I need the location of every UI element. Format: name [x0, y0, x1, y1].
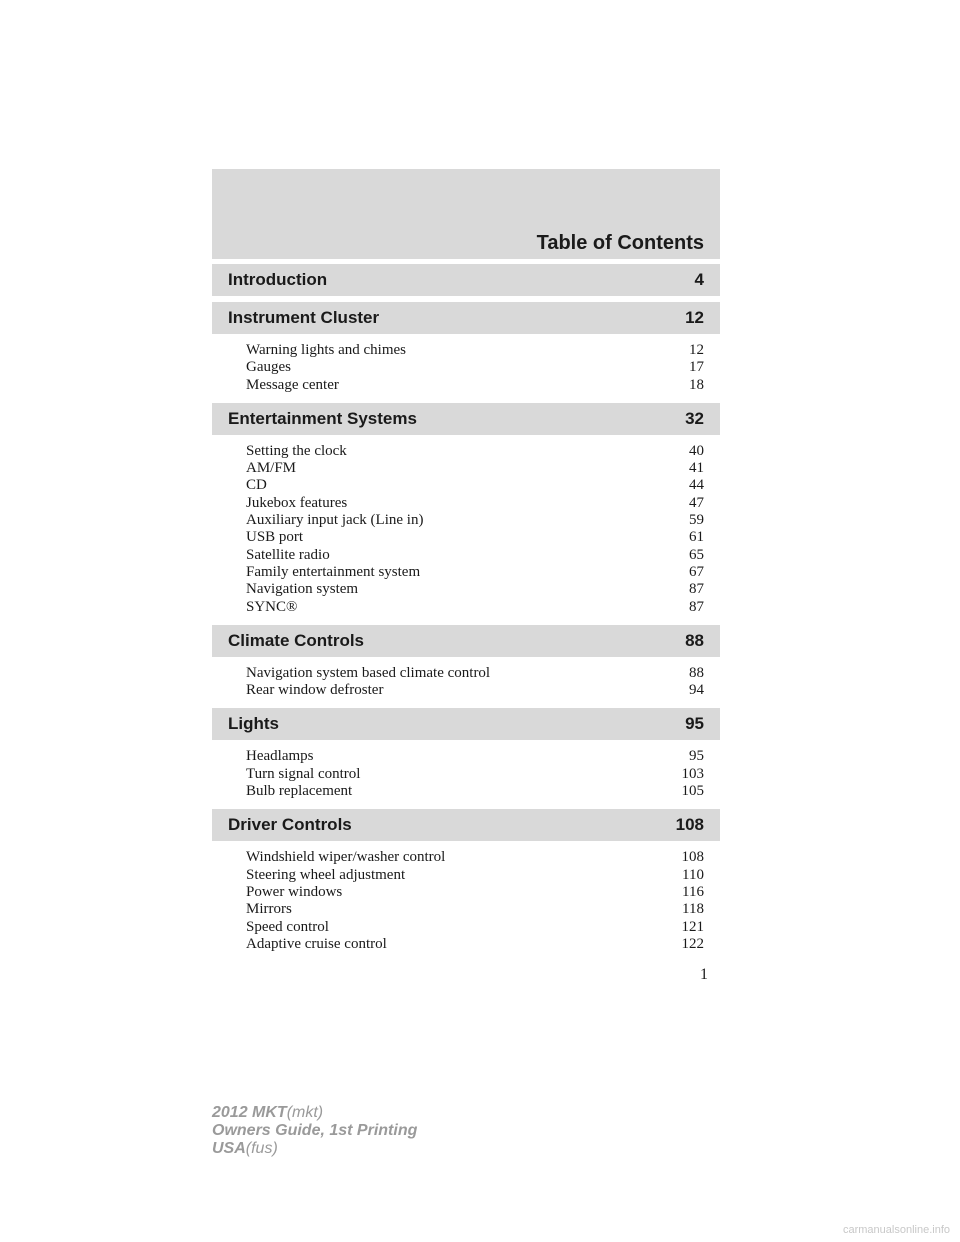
- toc-entry[interactable]: [246, 529, 704, 546]
- entry-label: Auxiliary input jack (Line in): [246, 512, 424, 529]
- toc-entry[interactable]: [246, 783, 704, 800]
- entry-label: Bulb replacement: [246, 783, 353, 800]
- entry-page: 65: [689, 546, 704, 563]
- footer-printing: Owners Guide, 1st Printing: [212, 1122, 418, 1139]
- toc-entry[interactable]: [246, 599, 704, 616]
- entry-page: 116: [682, 883, 704, 900]
- entry-label: Gauges: [246, 359, 291, 376]
- entry-page: 44: [689, 477, 704, 494]
- toc-entry[interactable]: [246, 884, 704, 901]
- entry-page: 94: [689, 682, 704, 699]
- toc-entry[interactable]: [246, 867, 704, 884]
- toc-entry[interactable]: [246, 748, 704, 765]
- entry-page: 118: [682, 901, 704, 918]
- toc-section: [212, 264, 720, 302]
- entry-page: 121: [681, 918, 704, 935]
- section-page: 4: [694, 270, 704, 289]
- footer-model-code: (mkt): [286, 1104, 324, 1121]
- footer-market: USA: [212, 1140, 246, 1157]
- toc-header: [212, 169, 720, 259]
- entry-label: Rear window defroster: [246, 682, 384, 699]
- section-page: 108: [675, 815, 704, 835]
- entry-page: 41: [689, 460, 704, 477]
- toc-section: [212, 625, 720, 709]
- entry-label: Satellite radio: [246, 546, 330, 563]
- toc-entry[interactable]: [246, 682, 704, 699]
- entry-label: Speed control: [246, 918, 329, 935]
- entry-label: CD: [246, 477, 267, 494]
- entry-page: 17: [689, 359, 704, 376]
- entry-page: 87: [689, 581, 704, 598]
- section-items: [212, 740, 720, 809]
- toc-entry[interactable]: [246, 377, 704, 394]
- section-heading[interactable]: [212, 809, 720, 841]
- toc-entry[interactable]: [246, 359, 704, 376]
- entry-label: Headlamps: [246, 748, 314, 765]
- toc-entry[interactable]: [246, 512, 704, 529]
- toc-entry[interactable]: [246, 919, 704, 936]
- entry-page: 40: [689, 442, 704, 459]
- entry-page: 108: [681, 849, 704, 866]
- section-items: [212, 841, 720, 962]
- entry-label: Mirrors: [246, 901, 292, 918]
- entry-page: 87: [689, 598, 704, 615]
- watermark: carmanualsonline.info: [842, 1224, 950, 1236]
- entry-label: Warning lights and chimes: [246, 342, 407, 358]
- entry-page: 88: [689, 664, 704, 681]
- entry-page: 47: [689, 494, 704, 511]
- toc-entry[interactable]: [246, 564, 704, 581]
- section-heading[interactable]: [212, 264, 720, 296]
- entry-page: 122: [681, 935, 704, 952]
- entry-page: 61: [689, 529, 704, 546]
- toc-entry[interactable]: [246, 849, 704, 866]
- entry-page: 105: [681, 783, 704, 800]
- entry-label: Family entertainment system: [246, 563, 421, 580]
- entry-page: 103: [681, 765, 704, 782]
- toc-title: Table of Contents: [536, 232, 704, 254]
- section-heading[interactable]: [212, 403, 720, 435]
- toc-entry[interactable]: [246, 936, 704, 953]
- section-title: Entertainment Systems: [228, 408, 417, 428]
- entry-label: Setting the clock: [246, 442, 347, 459]
- entry-page: 67: [689, 563, 704, 580]
- table-of-contents: [212, 264, 720, 962]
- section-title: Instrument Cluster: [228, 308, 380, 327]
- section-page: 32: [685, 408, 704, 428]
- footer-model: 2012 MKT: [212, 1104, 287, 1121]
- entry-label: AM/FM: [246, 460, 297, 477]
- toc-entry[interactable]: [246, 901, 704, 918]
- entry-page: 110: [682, 866, 704, 883]
- toc-section: [212, 809, 720, 962]
- entry-label: Navigation system: [246, 581, 359, 598]
- entry-page: 95: [689, 748, 704, 765]
- toc-entry[interactable]: [246, 460, 704, 477]
- toc-entry[interactable]: [246, 547, 704, 564]
- section-items: [212, 435, 720, 625]
- toc-entry[interactable]: [246, 495, 704, 512]
- toc-entry[interactable]: [246, 477, 704, 494]
- entry-label: Turn signal control: [246, 765, 361, 782]
- entry-label: Steering wheel adjustment: [246, 866, 406, 883]
- toc-entry[interactable]: [246, 342, 704, 359]
- toc-section: [212, 708, 720, 809]
- toc-entry[interactable]: [246, 766, 704, 783]
- entry-label: Jukebox features: [246, 494, 348, 511]
- section-title: Driver Controls: [228, 815, 352, 835]
- page-number: 1: [700, 966, 708, 983]
- entry-page: 18: [689, 376, 704, 393]
- entry-label: Power windows: [246, 883, 343, 900]
- entry-label: Adaptive cruise control: [246, 935, 387, 952]
- section-items: [212, 334, 720, 403]
- print-footer: [212, 1104, 417, 1158]
- entry-label: USB port: [246, 529, 304, 546]
- footer-market-code: (fus): [245, 1140, 278, 1157]
- toc-entry[interactable]: [246, 443, 704, 460]
- entry-label: Windshield wiper/washer control: [246, 849, 446, 866]
- section-title: Introduction: [228, 270, 328, 289]
- section-page: 95: [685, 714, 704, 734]
- entry-page: 12: [689, 342, 704, 358]
- section-title: Lights: [228, 714, 279, 734]
- section-heading[interactable]: [212, 302, 720, 334]
- section-heading[interactable]: [212, 625, 720, 657]
- toc-section: [212, 302, 720, 403]
- toc-section: [212, 403, 720, 625]
- entry-label: SYNC®: [246, 598, 298, 615]
- toc-entry[interactable]: [246, 581, 704, 598]
- section-page: 12: [685, 308, 704, 327]
- toc-entry[interactable]: [246, 665, 704, 682]
- section-heading[interactable]: [212, 708, 720, 740]
- section-page: 88: [685, 630, 704, 650]
- section-items: [212, 657, 720, 709]
- entry-page: 59: [689, 512, 704, 529]
- entry-label: Navigation system based climate control: [246, 664, 491, 681]
- entry-label: Message center: [246, 376, 339, 393]
- section-title: Climate Controls: [228, 630, 365, 650]
